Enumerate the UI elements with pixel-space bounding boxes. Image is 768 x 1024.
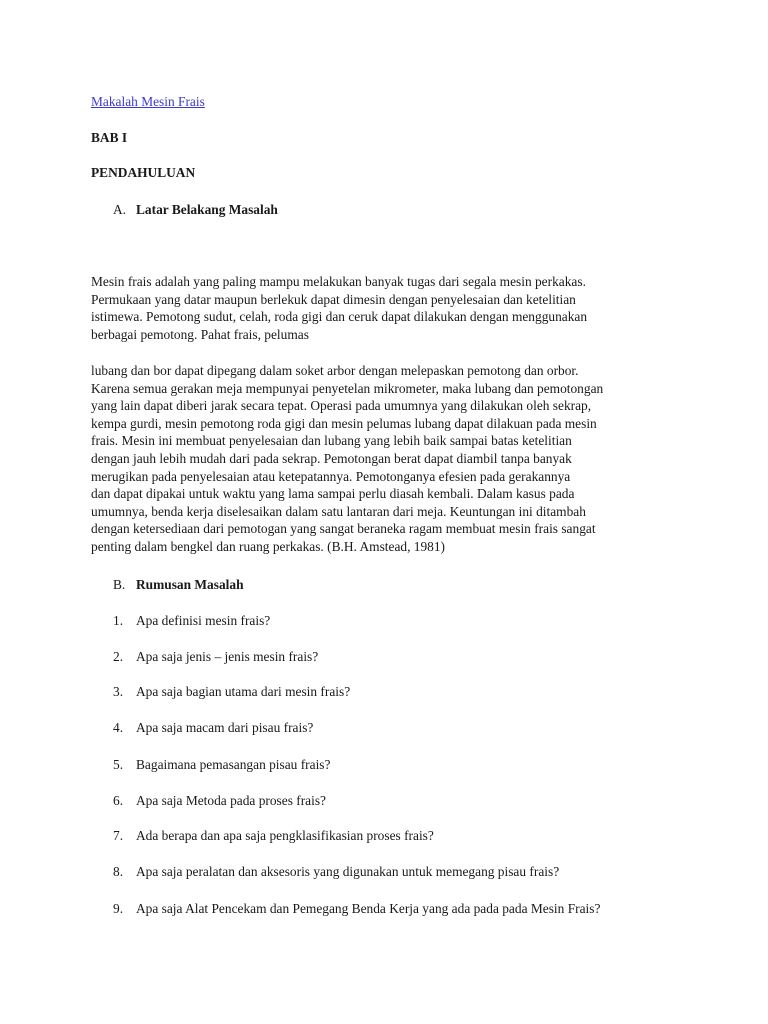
question-number: 1.: [113, 613, 124, 628]
question-number: 2.: [113, 649, 124, 664]
question-text: Apa saja peralatan dan aksesoris yang digunakan untuk memegang pisau frais?: [136, 864, 560, 879]
paragraph-line: penting dalam bengkel dan ruang perkakas. (B.H. Amstead, 1981): [91, 538, 446, 554]
question-number: 3.: [113, 684, 124, 699]
paragraph-line: dengan jauh lebih mudah dari pada sekrap. Pemotongan berat dapat diambil tanpa banyak: [91, 450, 572, 466]
question-number: 4.: [113, 720, 124, 735]
paragraph-line: dengan ketersediaan dari pemotogan yang sangat beraneka ragam membuat mesin frais sangat: [91, 521, 596, 537]
paragraph-line: lubang dan bor dapat dipegang dalam soket arbor dengan melepaskan pemotong dan orbor.: [91, 363, 579, 378]
paragraph-line: kempa gurdi, mesin pemotong roda gigi dan mesin pelumas lubang dapat dilakuan pada mesin: [91, 415, 597, 431]
chapter-title: PENDAHULUAN: [91, 165, 196, 180]
question-text: Apa saja Alat Pencekam dan Pemegang Benda Kerja yang ada pada pada Mesin Frais?: [136, 901, 601, 916]
question-number: 7.: [113, 828, 124, 843]
paragraph-2: [91, 362, 691, 556]
paragraph-line: berbagai pemotong. Pahat frais, pelumas: [91, 326, 309, 342]
section-b-title: Rumusan Masalah: [136, 577, 244, 592]
question-number: 8.: [113, 864, 124, 879]
paragraph-line: frais. Mesin ini membuat penyelesaian dan lubang yang lebih baik sampai batas ketelitian: [91, 433, 572, 449]
paragraph-line: yang lain dapat diberi jarak secara tepat. Operasi pada umumnya yang dilakukan oleh sekrap,: [91, 398, 592, 414]
paragraph-line: umumnya, benda kerja diselesaikan dalam satu lantaran dari meja. Keuntungan ini ditambah: [91, 503, 586, 519]
question-text: Apa saja jenis – jenis mesin frais?: [136, 649, 319, 664]
question-text: Apa saja macam dari pisau frais?: [136, 720, 314, 735]
paragraph-line: Mesin frais adalah yang paling mampu melakukan banyak tugas dari segala mesin perkakas.: [91, 274, 586, 289]
paragraph-line: Karena semua gerakan meja mempunyai penyetelan mikrometer, maka lubang dan pemotongan: [91, 380, 604, 396]
chapter-label: BAB I: [91, 130, 128, 145]
document-title-link[interactable]: Makalah Mesin Frais: [91, 94, 205, 109]
section-a-letter: A.: [113, 202, 127, 217]
section-b-letter: B.: [113, 577, 126, 592]
question-text: Apa definisi mesin frais?: [136, 613, 271, 628]
question-number: 9.: [113, 901, 124, 916]
paragraph-line: merugikan pada penyelesaian atau ketepatannya. Pemotonganya efesien pada gerakannya: [91, 468, 571, 484]
question-text: Apa saja bagian utama dari mesin frais?: [136, 684, 351, 699]
question-text: Bagaimana pemasangan pisau frais?: [136, 757, 331, 772]
question-text: Apa saja Metoda pada proses frais?: [136, 793, 326, 808]
paragraph-line: istimewa. Pemotong sudut, celah, roda gigi dan ceruk dapat dilakukan dengan menggunakan: [91, 309, 588, 325]
paragraph-line: dan dapat dipakai untuk waktu yang lama sampai perlu diasah kembali. Dalam kasus pada: [91, 486, 575, 502]
paragraph-line: Permukaan yang datar maupun berlekuk dapat dimesin dengan penyelesaian dan ketelitian: [91, 291, 576, 307]
question-number: 6.: [113, 793, 124, 808]
question-text: Ada berapa dan apa saja pengklasifikasian proses frais?: [136, 828, 434, 843]
question-number: 5.: [113, 757, 124, 772]
section-a-title: Latar Belakang Masalah: [136, 202, 278, 217]
paragraph-1: [91, 273, 691, 343]
